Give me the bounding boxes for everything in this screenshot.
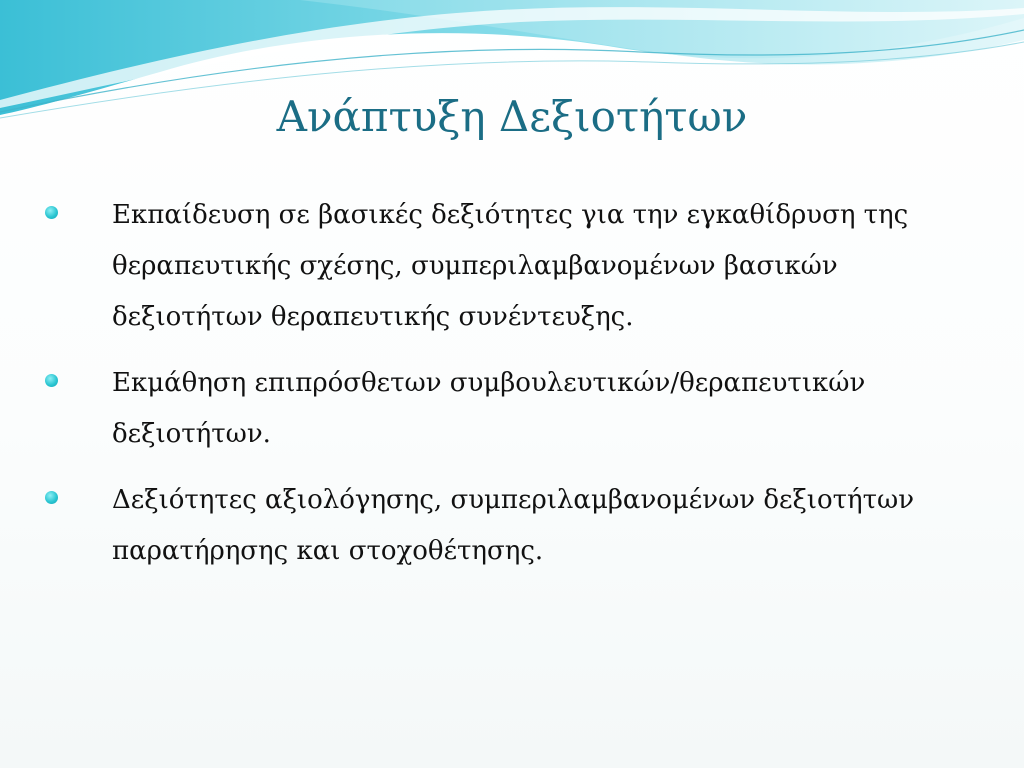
bullet-marker-icon [45,491,58,504]
bullet-text: Δεξιότητες αξιολόγησης, συμπεριλαμβανομένων δεξιοτήτων παρατήρησης και στοχοθέτησης. [112,485,915,566]
bullet-marker-icon [45,374,58,387]
bullet-item [0,475,1024,577]
bullet-item [0,190,1024,343]
bullet-marker-icon [45,206,58,219]
bullet-text: Εκπαίδευση σε βασικές δεξιότητες για την εγκαθίδρυση της θεραπευτικής σχέσης, συμπεριλαμβανομένων βασικών δεξιοτήτων θεραπευτικής συνέντευξης. [112,200,909,332]
bullet-list [0,190,1024,592]
slide-title: Ανάπτυξη Δεξιοτήτων [276,92,748,141]
bullet-item [0,358,1024,460]
bullet-text: Εκμάθηση επιπρόσθετων συμβουλευτικών/θεραπευτικών δεξιοτήτων. [112,368,866,449]
